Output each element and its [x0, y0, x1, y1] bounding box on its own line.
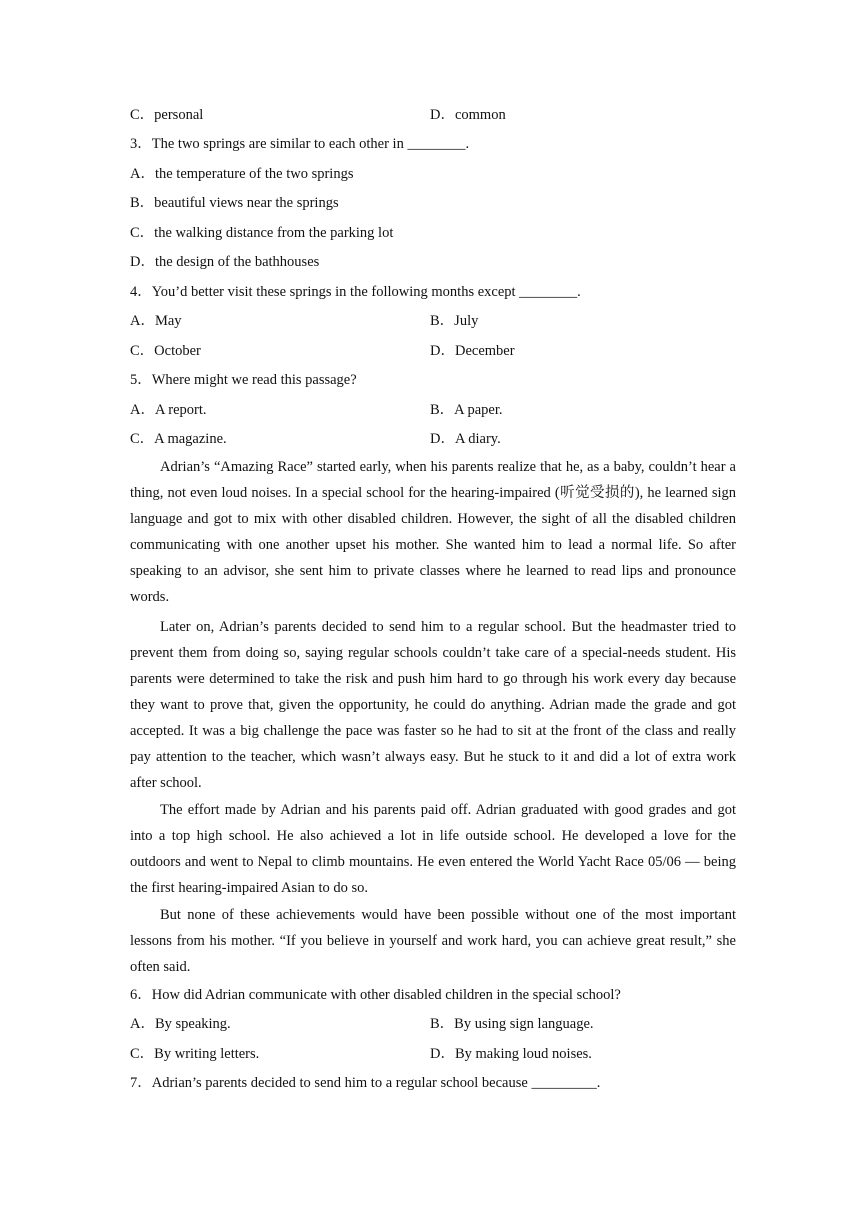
q4-option-b: B．July — [430, 313, 479, 329]
passage-paragraph-3: The effort made by Adrian and his parents paid off. Adrian graduated with good grades and got into a top high school. He also achieved a lot in life outside school. He developed a love for the outdoors and went to Nepal to climb mountains. He even entered the World Yacht Race 05/06 — being the first hearing-impaired Asian to do so. — [130, 802, 736, 896]
q3-option-d: D．the design of the bathhouses — [130, 254, 320, 270]
q4-option-d: D．December — [430, 343, 515, 359]
passage-paragraph-1: Adrian’s “Amazing Race” started early, when his parents realize that he, as a baby, couldn’t hear a thing, not even loud noises. In a special school for the hearing-impaired (听觉受损的), he learned sign language and got to mix with other disabled children. However, the sight of all the disabled children communicating with one another upset his mother. She wanted him to lead a normal life. So after speaking to an advisor, she sent him to private classes where he learned to read lips and pronounce words. — [130, 459, 736, 605]
q3-option-a: A．the temperature of the two springs — [130, 166, 354, 182]
passage-paragraph-2: Later on, Adrian’s parents decided to send him to a regular school. But the headmaster tried to prevent them from doing so, saying regular schools couldn’t take care of a special-needs student. His parents were determined to take the risk and push him hard to go through his work every day because they want to prove that, given the opportunity, he could do anything. Adrian made the grade and got accepted. It was a big challenge the pace was faster so he had to sit at the front of the class and really pay attention to the teacher, which wasn’t always easy. But he stuck to it and did a lot of extra work after school. — [130, 619, 736, 791]
q7-stem: 7．Adrian’s parents decided to send him to a regular school because _________. — [130, 1075, 601, 1091]
q4-option-c: C．October — [130, 343, 201, 359]
q5-stem: 5．Where might we read this passage? — [130, 372, 357, 388]
q6-option-b: B．By using sign language. — [430, 1016, 594, 1032]
q2-option-c: C．personal — [130, 107, 204, 123]
q6-option-d: D．By making loud noises. — [430, 1046, 592, 1062]
q5-option-b: B．A paper. — [430, 402, 503, 418]
q6-option-c: C．By writing letters. — [130, 1046, 260, 1062]
q3-option-b: B．beautiful views near the springs — [130, 195, 339, 211]
q2-option-d: D．common — [430, 107, 506, 123]
q5-option-a: A．A report. — [130, 402, 207, 418]
q6-stem: 6．How did Adrian communicate with other disabled children in the special school? — [130, 987, 621, 1003]
q3-stem: 3．The two springs are similar to each other in ________. — [130, 136, 470, 152]
q5-option-d: D．A diary. — [430, 431, 501, 447]
passage-paragraph-4: But none of these achievements would have been possible without one of the most important lessons from his mother. “If you believe in yourself and work hard, you can achieve great result,” she often said. — [130, 907, 736, 975]
q4-option-a: A．May — [130, 313, 182, 329]
q3-option-c: C．the walking distance from the parking lot — [130, 225, 394, 241]
q5-option-c: C．A magazine. — [130, 431, 227, 447]
q4-stem: 4．You’d better visit these springs in the following months except ________. — [130, 284, 581, 300]
q6-option-a: A．By speaking. — [130, 1016, 231, 1032]
